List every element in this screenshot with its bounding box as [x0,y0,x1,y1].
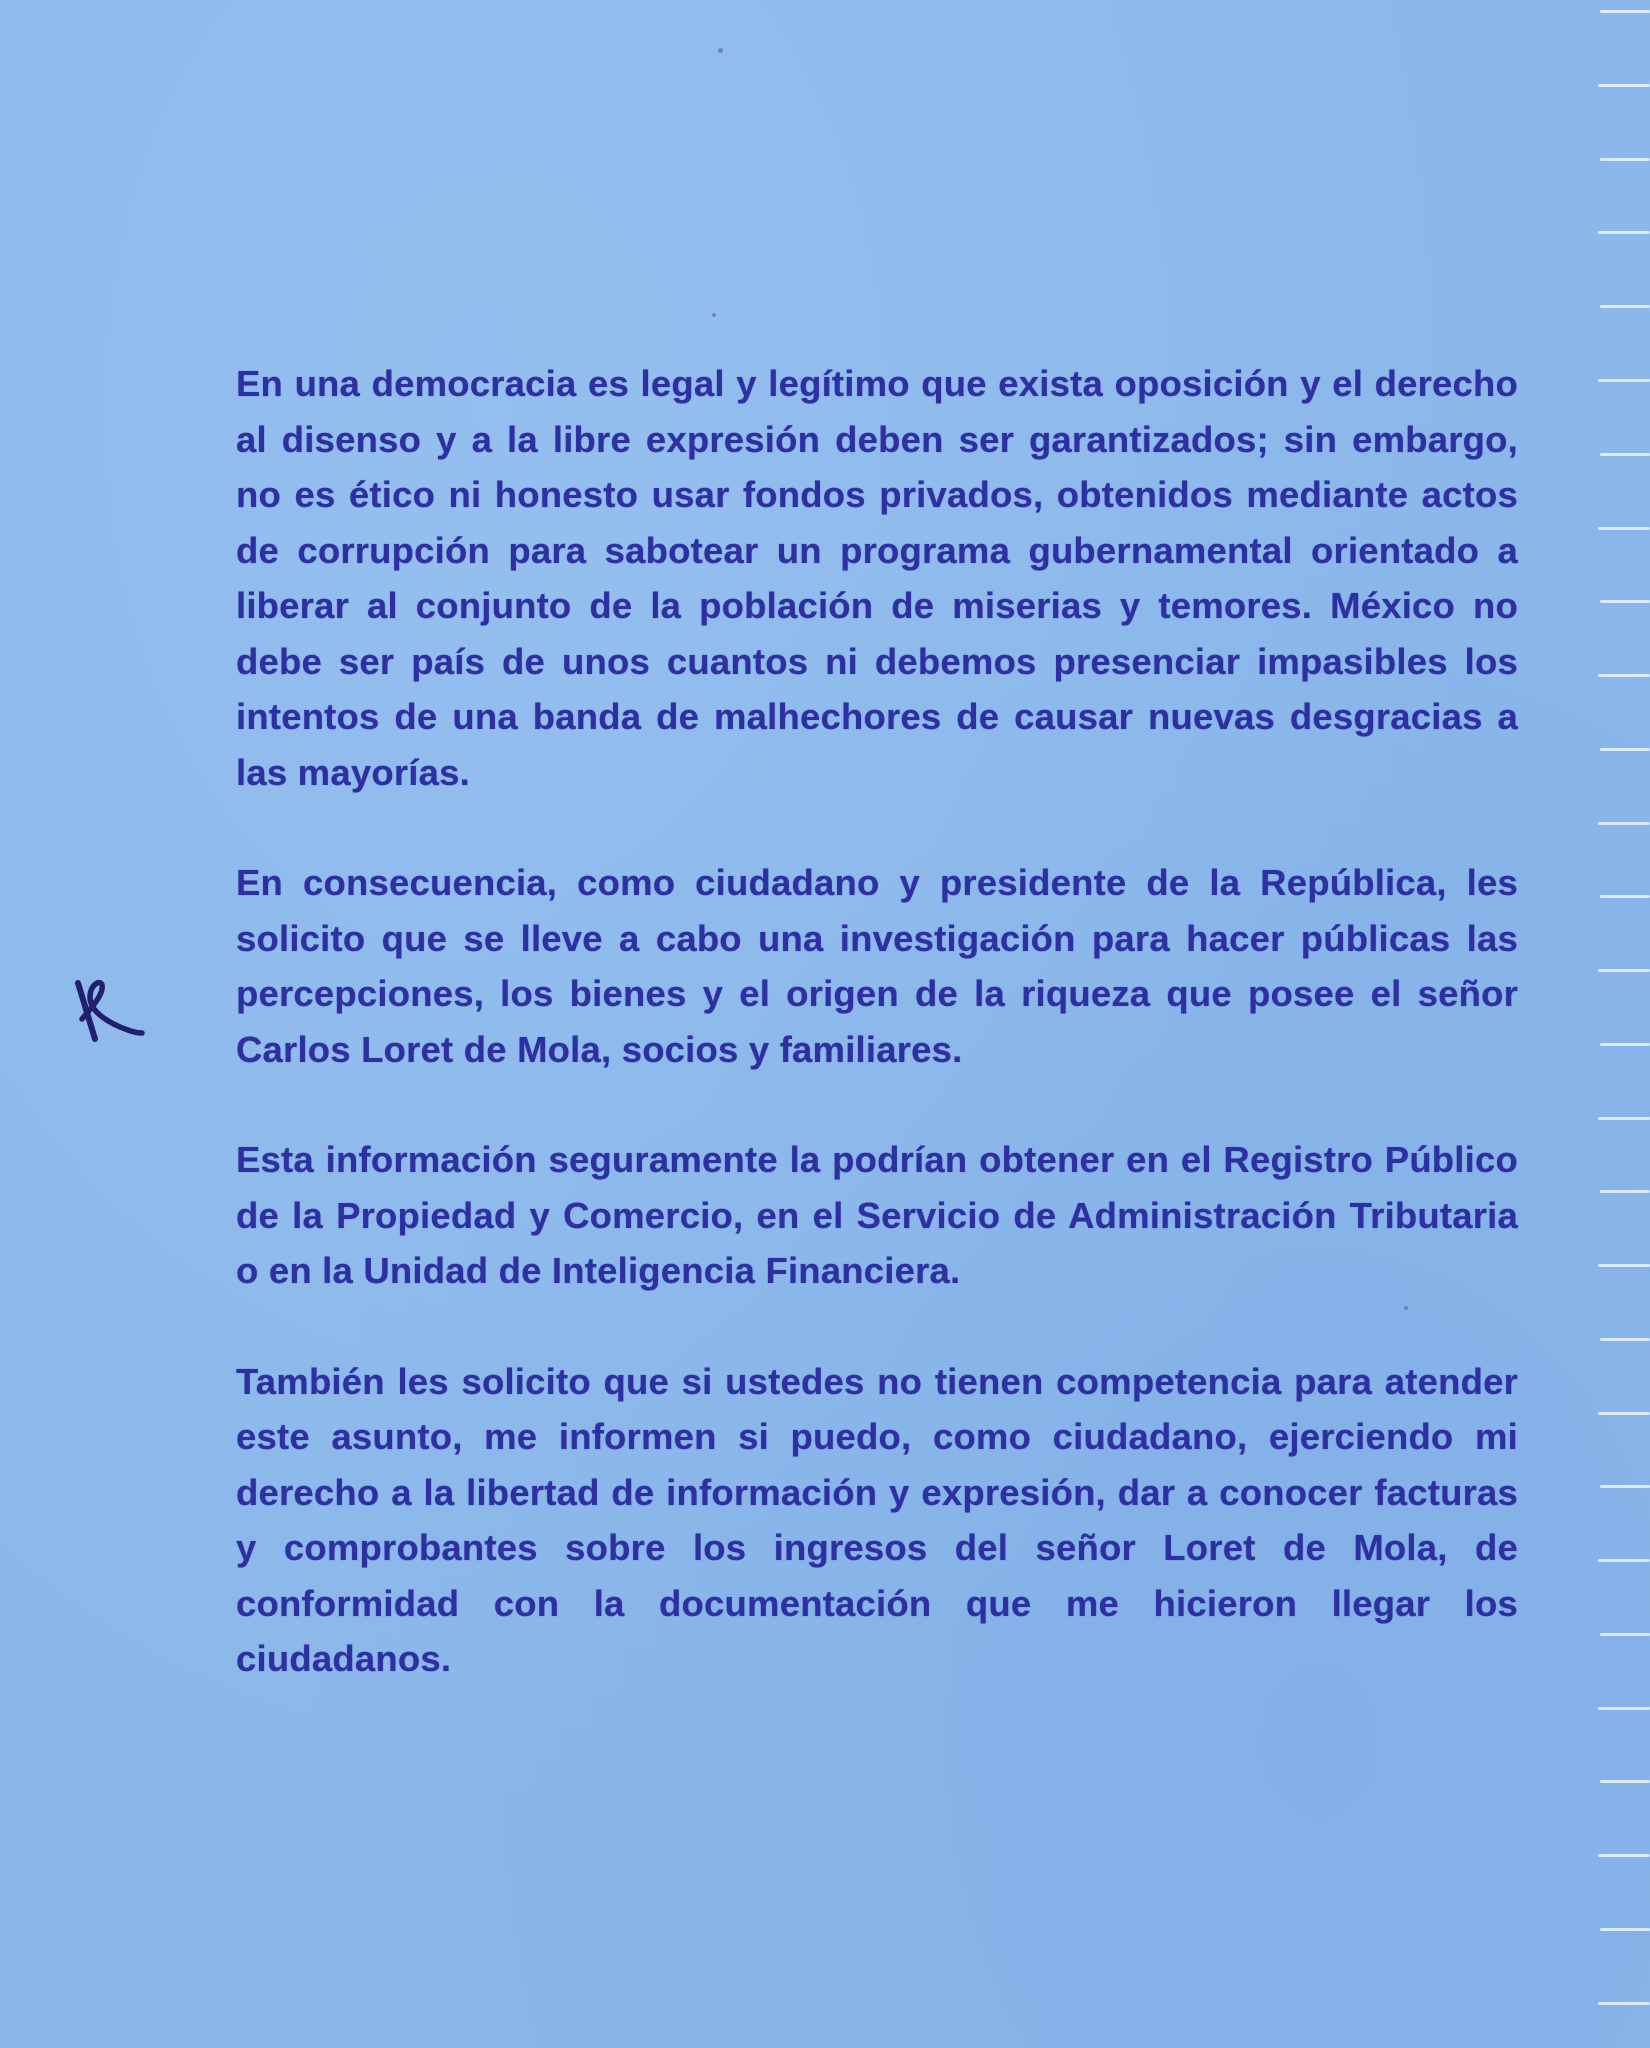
handwritten-initial-mark [60,975,160,1045]
edge-mark [1600,600,1650,603]
edge-mark [1598,674,1650,677]
edge-mark [1600,453,1650,456]
paragraph-competence-request: También les solicito que si ustedes no tienen competencia para atender este asunto, me informen si puedo, como ciudadano, ejerciendo mi derecho a la libertad de información y expresión, dar a conocer facturas y comprobantes sobre los ingresos del señor Loret de Mola, de conformidad con la documentación que me hicieron llegar los ciudadanos. [236,1360,1518,1679]
edge-mark [1598,379,1650,382]
edge-mark [1600,158,1650,161]
paper-speck [718,48,723,53]
edge-mark [1600,1338,1650,1341]
edge-mark [1598,1707,1650,1710]
paper-speck [712,313,716,317]
edge-mark [1598,1412,1650,1415]
paragraph-democracy: En una democracia es legal y legítimo que exista oposición y el derecho al disenso y a la libre expresión deben ser garantizados; sin embargo, no es ético ni honesto usar fondos privados, obtenidos mediante actos de corrupción para sabotear un programa gubernamental orientado a liberar al conjunto de la población de miserias y temores. México no debe ser país de unos cuantos ni debemos presenciar impasibles los intentos de una banda de malhechores de causar nuevas desgracias a las mayorías. [236,363,1518,793]
edge-mark [1600,1633,1650,1636]
edge-mark [1598,969,1650,972]
edge-mark [1598,822,1650,825]
edge-mark [1600,1043,1650,1046]
edge-mark [1598,1117,1650,1120]
edge-mark [1600,1190,1650,1193]
edge-mark [1598,1854,1650,1857]
edge-mark [1600,895,1650,898]
edge-mark [1600,1928,1650,1931]
paragraph-investigation-request: En consecuencia, como ciudadano y presidente de la República, les solicito que se lleve a cabo una investigación para hacer públicas las percepciones, los bienes y el origen de la riqueza que posee el señor Carlos Loret de Mola, socios y familiares. [236,862,1518,1070]
edge-mark [1600,1780,1650,1783]
edge-mark [1598,527,1650,530]
edge-mark [1598,2002,1650,2005]
page-edge-perforation [1580,0,1650,2048]
edge-mark [1600,748,1650,751]
paragraph-information-sources: Esta información seguramente la podrían obtener en el Registro Público de la Propiedad y Comercio, en el Servicio de Administración Tributaria o en la Unidad de Inteligencia Financiera. [236,1139,1518,1291]
edge-mark [1600,1485,1650,1488]
edge-mark [1598,1264,1650,1267]
edge-mark [1600,305,1650,308]
edge-mark [1598,1559,1650,1562]
edge-mark [1598,231,1650,234]
edge-mark [1598,84,1650,87]
letter-body [236,356,1518,1742]
edge-mark [1600,10,1650,13]
